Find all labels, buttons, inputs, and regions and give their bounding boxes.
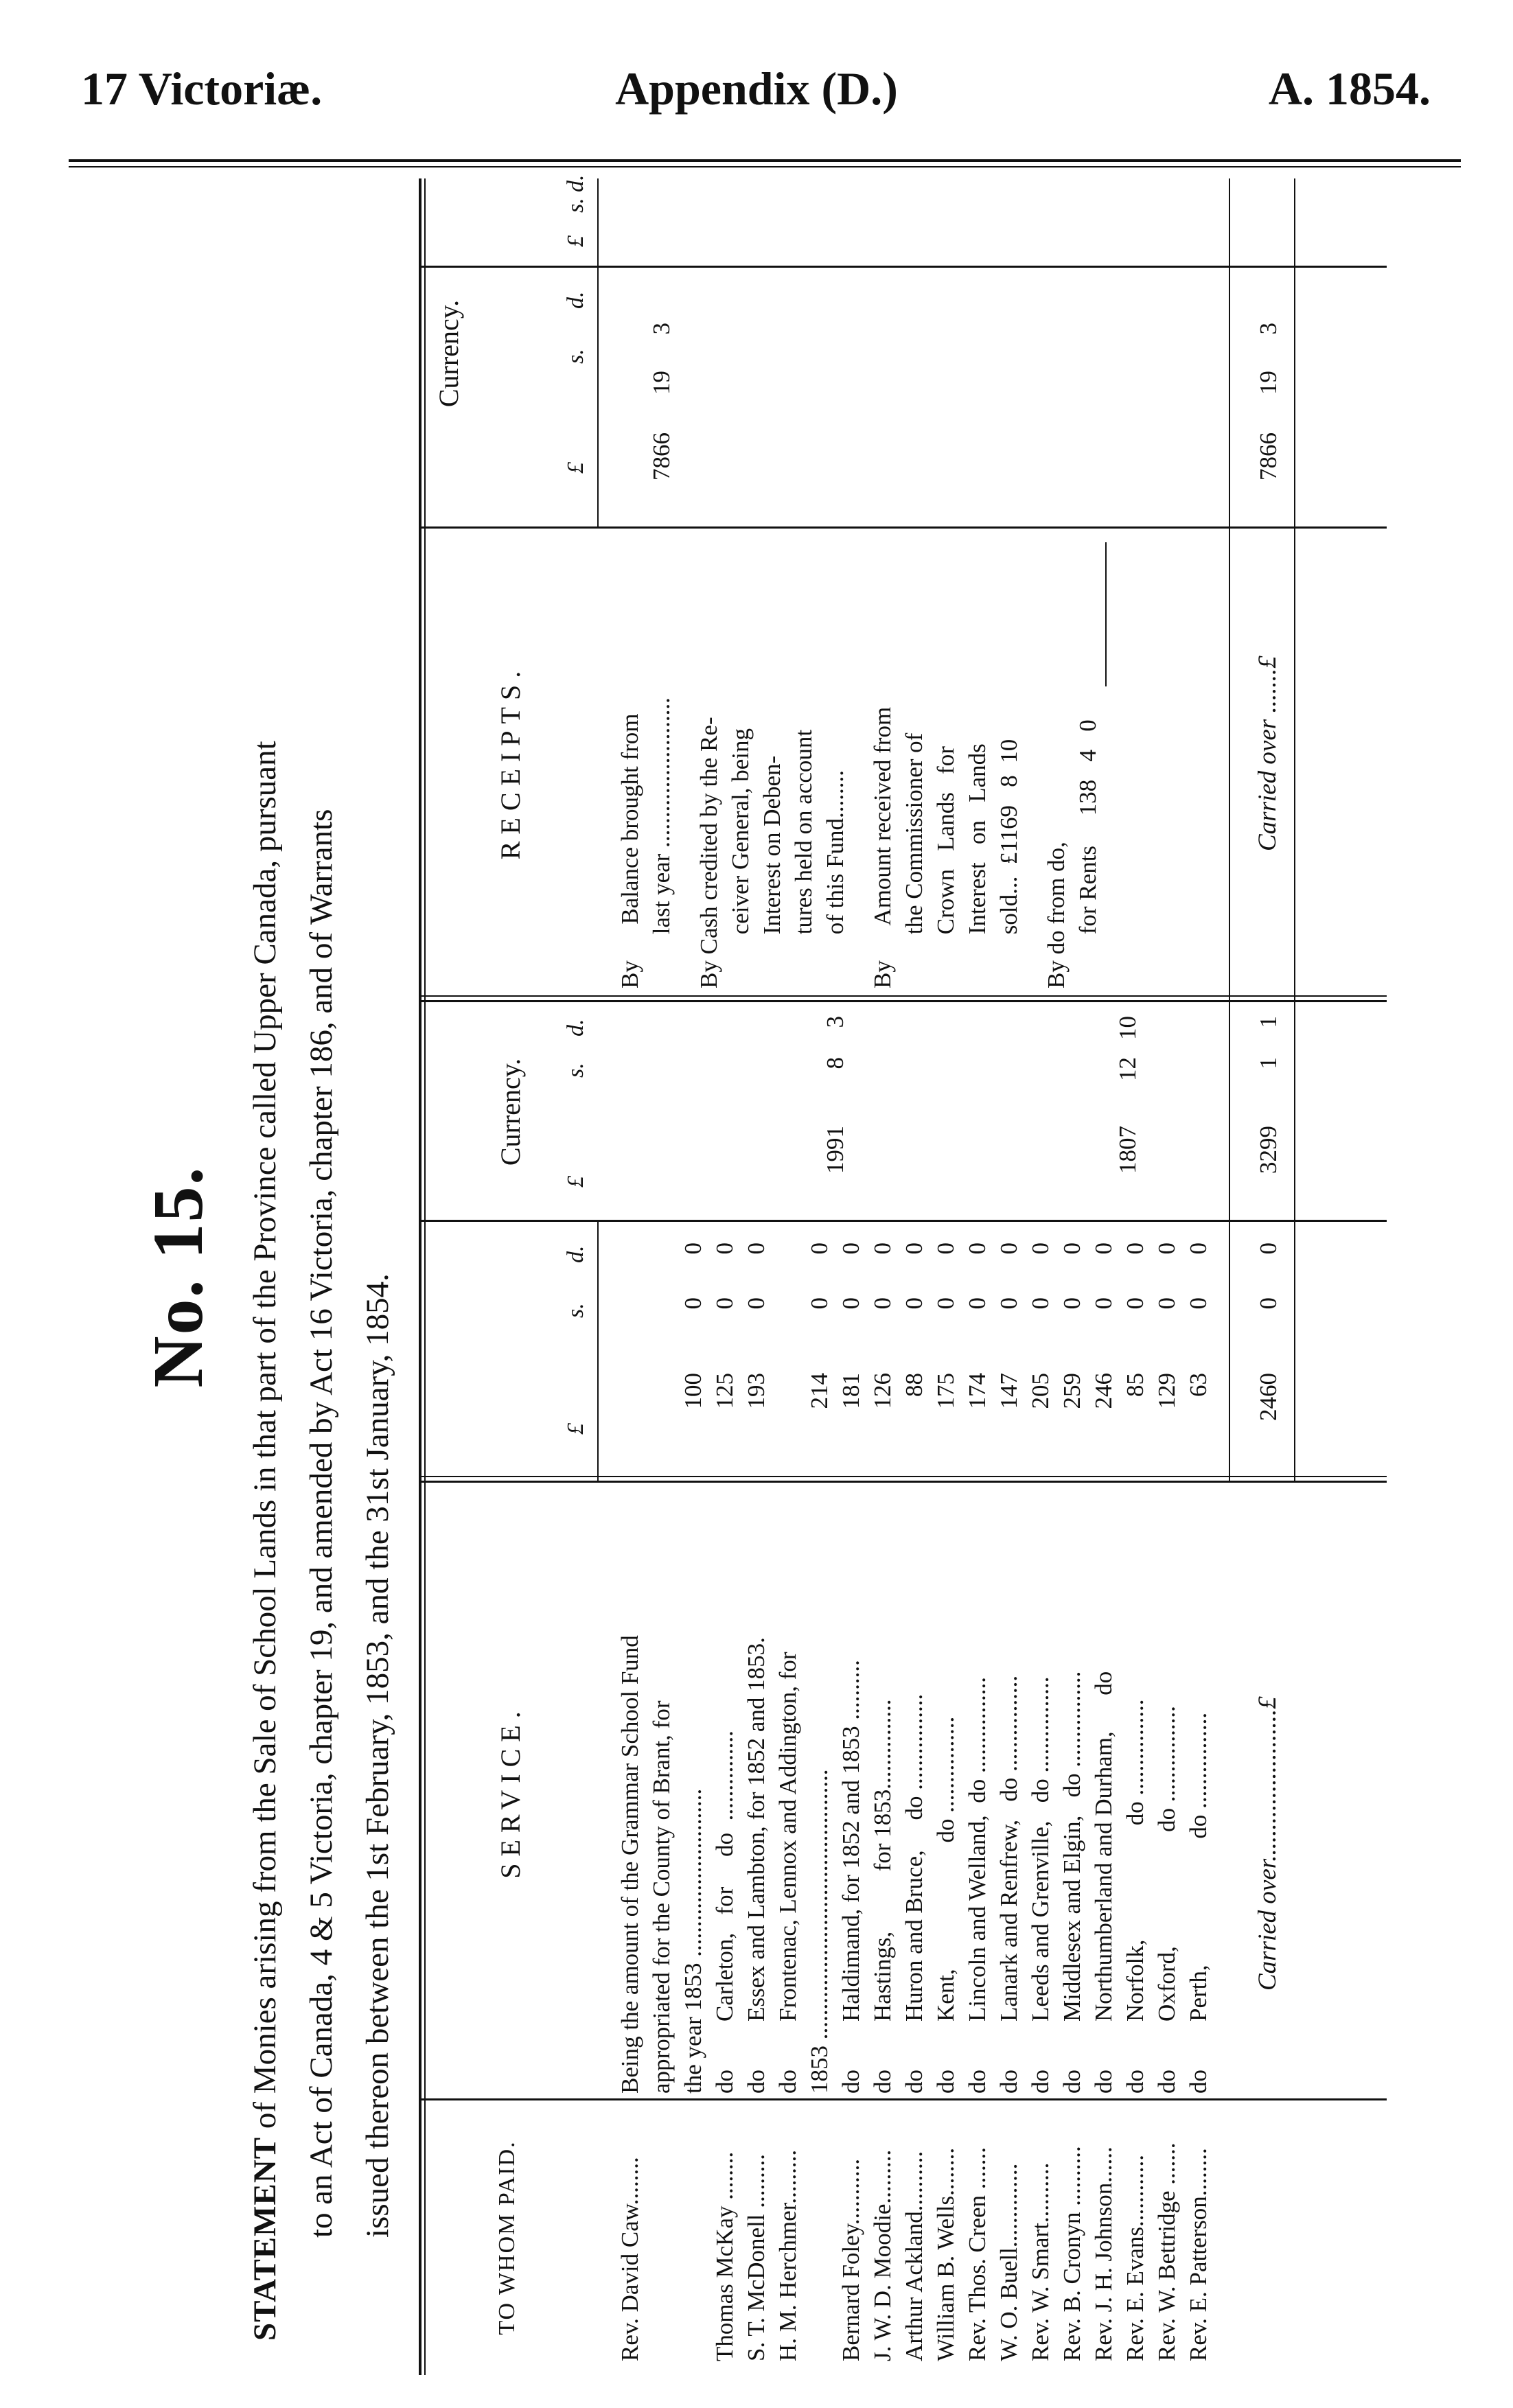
amount-pounds: 174 [964, 1373, 991, 1409]
shilling-head-2: s. [563, 1063, 588, 1078]
receipt-line: By do from do, [1043, 842, 1070, 988]
service-cell: do Middlesex and Elgin, do ................ [1059, 1671, 1085, 2094]
payee-cell: Rev. B. Cronyn .......... [1059, 2146, 1085, 2361]
receipt-line: sold... £1169 8 10 [995, 739, 1022, 988]
service-cell: Being the amount of the Grammar School Fund [616, 1635, 643, 2094]
receipts-total-rule [1229, 178, 1230, 1222]
col-divider-2b [419, 1476, 1387, 1477]
amount-pence: 0 [869, 1242, 896, 1255]
amount-shillings: 0 [932, 1297, 959, 1310]
accounts-table [419, 174, 1387, 2375]
receipts-total-currency-shillings: 19 [1255, 371, 1282, 395]
amount-shillings: 0 [1027, 1297, 1054, 1310]
amount-shillings: 0 [1090, 1297, 1117, 1310]
service-cell: appropriated for the County of Brant, for [648, 1700, 675, 2094]
service-cell: do Frontenac, Lennox and Addington, for [774, 1652, 801, 2094]
receipt-currency-pence: 3 [648, 323, 675, 335]
receipt-line: Crown Lands for [932, 746, 959, 988]
pound-head-2: £ [563, 1176, 588, 1188]
receipt-line: By Balance brought from [616, 713, 643, 988]
receipts-total-currency-pounds: 7866 [1255, 432, 1282, 481]
payee-cell: Rev. E. Patterson........ [1185, 2148, 1212, 2361]
service-cell: 1853 ............................................. [806, 1769, 833, 2094]
receipt-currency-pounds: 7866 [648, 432, 675, 481]
amount-pence: 0 [1153, 1242, 1180, 1255]
amount-pence: 0 [1122, 1242, 1148, 1255]
service-cell: do Hastings, for 1853............... [869, 1699, 896, 2094]
amount-shillings: 0 [1059, 1297, 1085, 1310]
amount-pounds: 181 [838, 1373, 864, 1409]
amount-pence: 0 [838, 1242, 864, 1255]
service-cell: do Kent, do ................ [932, 1716, 959, 2094]
payee-cell: Rev. E. Evans............ [1122, 2154, 1148, 2361]
amount-pounds: 63 [1185, 1373, 1212, 1397]
receipt-line: Interest on Lands [964, 743, 991, 988]
receipt-shillings: 8 [822, 1057, 848, 1069]
receipt-pounds: 1991 [822, 1126, 848, 1174]
amount-shillings: 0 [995, 1297, 1022, 1310]
payee-cell: J. W. D. Moodie......... [869, 2149, 896, 2361]
amount-pounds: 126 [869, 1373, 896, 1409]
total-pence: 0 [1255, 1242, 1282, 1255]
receipt-line: By Cash credited by the Re- [695, 717, 722, 988]
amount-pence: 0 [1090, 1242, 1117, 1255]
payee-cell: Bernard Foley........... [838, 2158, 864, 2361]
service-cell: the year 1853 ............................ [680, 1788, 706, 2094]
total-rule-bottom [1294, 1222, 1295, 1483]
service-cell: do Northumberland and Durham, do [1090, 1671, 1117, 2094]
receipts-total-currency-pence: 3 [1255, 323, 1282, 335]
amount-pence: 0 [995, 1242, 1022, 1255]
document-number: No. 15. [139, 1166, 218, 1388]
subtotal-rule [1105, 542, 1107, 686]
col-head-service: SERVICE. [495, 1704, 526, 1879]
amount-pounds: 147 [995, 1373, 1022, 1409]
header-appendix: Appendix (D.) [615, 62, 898, 115]
col-head-currency: Currency. [495, 1058, 526, 1166]
amount-pence: 0 [932, 1242, 959, 1255]
amount-pence: 0 [1185, 1242, 1212, 1255]
pound-head-4: £ [563, 235, 588, 247]
service-cell: do Lanark and Renfrew, do ................ [995, 1675, 1022, 2094]
payee-cell: Rev. David Caw........ [616, 2157, 643, 2361]
receipt-currency-shillings: 19 [648, 371, 675, 395]
service-cell: do Perth, do ................ [1185, 1712, 1212, 2094]
pound-head-3: £ [563, 462, 588, 474]
payee-cell: W. O. Buell.............. [995, 2163, 1022, 2361]
receipts-carried-over-label: Carried over .......£ [1254, 656, 1282, 851]
statement-line-3: issued thereon between the 1st February, 1853, and the 31st January, 1854. [360, 1273, 395, 2238]
money-head-rule [597, 1222, 599, 1483]
payee-cell: Rev. W. Bettridge ....... [1153, 2142, 1180, 2361]
receipts-total-shillings: 1 [1255, 1057, 1282, 1069]
col-divider-2 [419, 1481, 1387, 1483]
payee-cell: S. T. McDonell ......... [743, 2153, 770, 2361]
receipt-line: By Amount received from [869, 706, 896, 988]
col-head-payee: TO WHOM PAID. [494, 2140, 520, 2335]
amount-shillings: 0 [964, 1297, 991, 1310]
receipt-pence: 10 [1114, 1016, 1141, 1040]
receipt-pounds: 1807 [1114, 1126, 1141, 1174]
statement-title [237, 213, 406, 2341]
receipt-pence: 3 [822, 1016, 848, 1028]
payee-cell: William B. Wells........ [932, 2147, 959, 2361]
shilling-head: s. [563, 1303, 588, 1318]
total-rule [1229, 1222, 1230, 1483]
total-shillings: 0 [1255, 1297, 1282, 1310]
shilling-head-3: s. [563, 349, 588, 364]
header-rule [69, 159, 1461, 162]
amount-pence: 0 [964, 1242, 991, 1255]
receipt-line: for Rents 138 4 0 [1074, 719, 1101, 988]
amount-shillings: 0 [711, 1297, 738, 1310]
pence-head: d. [563, 1245, 588, 1263]
shilling-head-4: s. [563, 198, 588, 213]
pence-head-3: d. [563, 291, 588, 309]
receipt-line: tures held on account [790, 729, 817, 988]
amount-shillings: 0 [901, 1297, 927, 1310]
statement-lead: STATEMENT [247, 2136, 283, 2341]
col-head-currency-2: Currency. [433, 299, 464, 408]
amount-shillings: 0 [838, 1297, 864, 1310]
receipt-line: the Commissioner of [901, 732, 927, 988]
col-divider-5 [419, 526, 1387, 529]
payee-cell: Rev. Thos. Creen ....... [964, 2146, 991, 2361]
col-head-receipts: RECEIPTS. [495, 664, 526, 860]
pound-head: £ [563, 1423, 588, 1435]
header-year: A. 1854. [1268, 62, 1431, 115]
money-head-rule-2 [597, 178, 599, 529]
payee-cell: Thomas McKay ........ [711, 2151, 738, 2361]
amount-pounds: 85 [1122, 1373, 1148, 1397]
receipt-line: Interest on Deben- [759, 755, 785, 988]
receipt-line: of this Fund........ [822, 770, 848, 988]
service-cell: do Haldimand, for 1852 and 1853 .......... [838, 1660, 864, 2094]
receipt-shillings: 12 [1114, 1057, 1141, 1081]
service-cell: do Norfolk, do ................ [1122, 1699, 1148, 2094]
amount-pounds: 246 [1090, 1373, 1117, 1409]
amount-pounds: 205 [1027, 1373, 1054, 1409]
amount-shillings: 0 [869, 1297, 896, 1310]
service-cell: do Huron and Bruce, do ................ [901, 1693, 927, 2094]
amount-shillings: 0 [1185, 1297, 1212, 1310]
col-divider-1 [419, 2098, 1387, 2100]
rotated-statement-page [96, 165, 1400, 2389]
amount-pence: 0 [806, 1242, 833, 1255]
total-pounds: 2460 [1255, 1373, 1282, 1421]
service-cell: do Essex and Lambton, for 1852 and 1853. [743, 1637, 770, 2094]
amount-pounds: 88 [901, 1373, 927, 1397]
amount-shillings: 0 [806, 1297, 833, 1310]
service-cell: do Leeds and Grenville, do ................ [1027, 1676, 1054, 2094]
col-divider-3 [419, 1220, 1387, 1222]
service-cell: do Carleton, for do ............... [711, 1730, 738, 2094]
amount-pounds: 175 [932, 1373, 959, 1409]
amount-pounds: 129 [1153, 1373, 1180, 1409]
amount-pounds: 193 [743, 1373, 770, 1409]
amount-pence: 0 [1059, 1242, 1085, 1255]
amount-pence: 0 [901, 1242, 927, 1255]
receipts-total-pence: 1 [1255, 1016, 1282, 1028]
pence-head-4: d. [563, 174, 588, 192]
amount-shillings: 0 [1122, 1297, 1148, 1310]
amount-shillings: 0 [680, 1297, 706, 1310]
col-divider-4b [419, 995, 1387, 997]
receipt-line: last year ......................... [648, 697, 675, 988]
service-cell: do Lincoln and Welland, do ................ [964, 1676, 991, 2094]
statement-line-2: to an Act of Canada, 4 & 5 Victoria, chapter 19, and amended by Act 16 Victoria, chapter 186, and of Warrants [303, 809, 339, 2238]
amount-pounds: 100 [680, 1373, 706, 1409]
carried-over-label: Carried over........................£ [1254, 1696, 1282, 1991]
receipts-total-rule-bottom [1294, 178, 1295, 1222]
receipts-total-pounds: 3299 [1255, 1126, 1282, 1174]
pence-head-2: d. [563, 1019, 588, 1037]
service-cell: do Oxford, do ................ [1153, 1706, 1180, 2094]
amount-shillings: 0 [743, 1297, 770, 1310]
receipt-line: ceiver General, being [727, 728, 754, 988]
col-divider-4 [419, 1000, 1387, 1002]
payee-cell: Rev. W. Smart.......... [1027, 2162, 1054, 2361]
col-divider-6 [419, 266, 1387, 268]
amount-pence: 0 [711, 1242, 738, 1255]
payee-cell: H. M. Herchmer......... [774, 2149, 801, 2361]
table-top-rule [419, 178, 421, 2375]
statement-line-1: of Monies arising from the Sale of School Lands in that part of the Province called Upper Canada, pursuant [247, 741, 283, 2137]
amount-shillings: 0 [1153, 1297, 1180, 1310]
payee-cell: Arthur Ackland.......... [901, 2151, 927, 2361]
amount-pounds: 125 [711, 1373, 738, 1409]
payee-cell: Rev. J. H. Johnson...... [1090, 2146, 1117, 2361]
amount-pence: 0 [680, 1242, 706, 1255]
amount-pounds: 259 [1059, 1373, 1085, 1409]
amount-pence: 0 [1027, 1242, 1054, 1255]
table-top-rule-thin [424, 178, 426, 2375]
amount-pounds: 214 [806, 1373, 833, 1409]
amount-pence: 0 [743, 1242, 770, 1255]
header-session: 17 Victoriæ. [81, 62, 323, 115]
